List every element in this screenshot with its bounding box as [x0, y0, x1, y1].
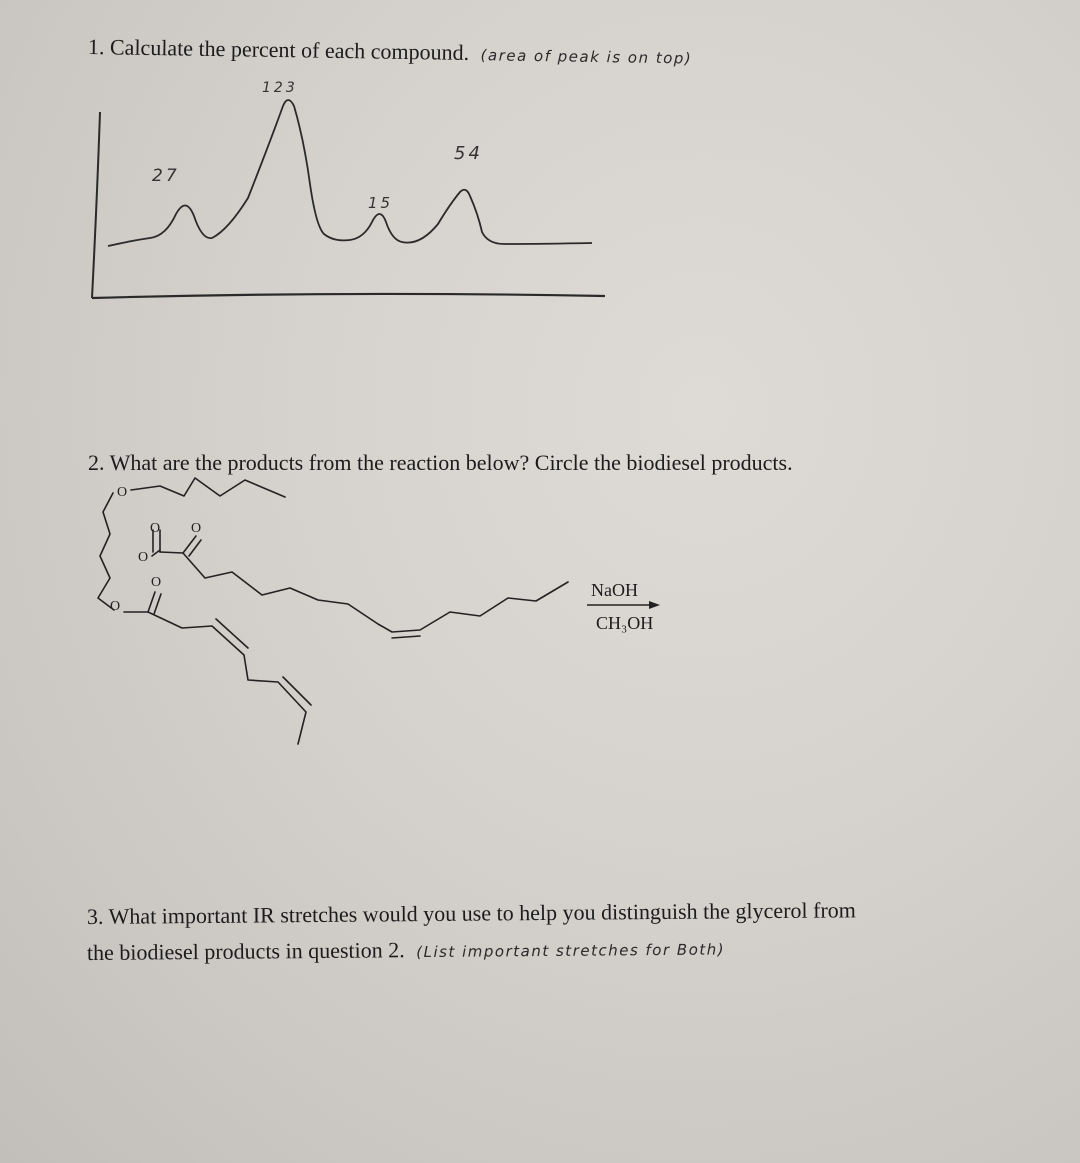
- atom-o-1: O: [117, 485, 128, 500]
- question-2-text: What are the products from the reaction below? Circle the biodiesel products.: [109, 450, 793, 475]
- peak-label-27: 27: [152, 166, 180, 186]
- atom-o-5: O: [151, 575, 162, 590]
- ester-chain-2: [183, 553, 568, 632]
- peak-label-123: 123: [262, 80, 298, 96]
- question-3-line-1: 3. What important IR stretches would you use to help you distinguish the glycerol from: [86, 897, 856, 929]
- atom-o-3: O: [191, 521, 202, 536]
- ester-chain-1: [131, 478, 285, 497]
- atom-o-2: O: [150, 521, 161, 536]
- ester-chain-3: [148, 612, 306, 744]
- question-3-line-2: [87, 934, 725, 966]
- peak-label-15: 15: [368, 194, 394, 212]
- question-2-number: 2.: [88, 450, 105, 475]
- question-3-text-2: the biodiesel products in question 2.: [86, 937, 405, 965]
- reagent-naoh: NaOH: [591, 580, 638, 600]
- question-1-note: (area of peak is on top): [480, 46, 693, 68]
- glycerol-backbone: [98, 493, 114, 610]
- atom-o-6: O: [110, 599, 121, 614]
- reaction-arrow-head: [649, 601, 660, 609]
- question-1-text: Calculate the percent of each compound.: [109, 34, 470, 65]
- peak-label-54: 54: [454, 143, 483, 164]
- atom-o-4: O: [138, 550, 149, 565]
- question-3-note: (List important stretches for Both): [416, 940, 726, 962]
- reagent-methanol: CH₃OH: [596, 613, 654, 633]
- question-1-number: 1.: [87, 34, 105, 60]
